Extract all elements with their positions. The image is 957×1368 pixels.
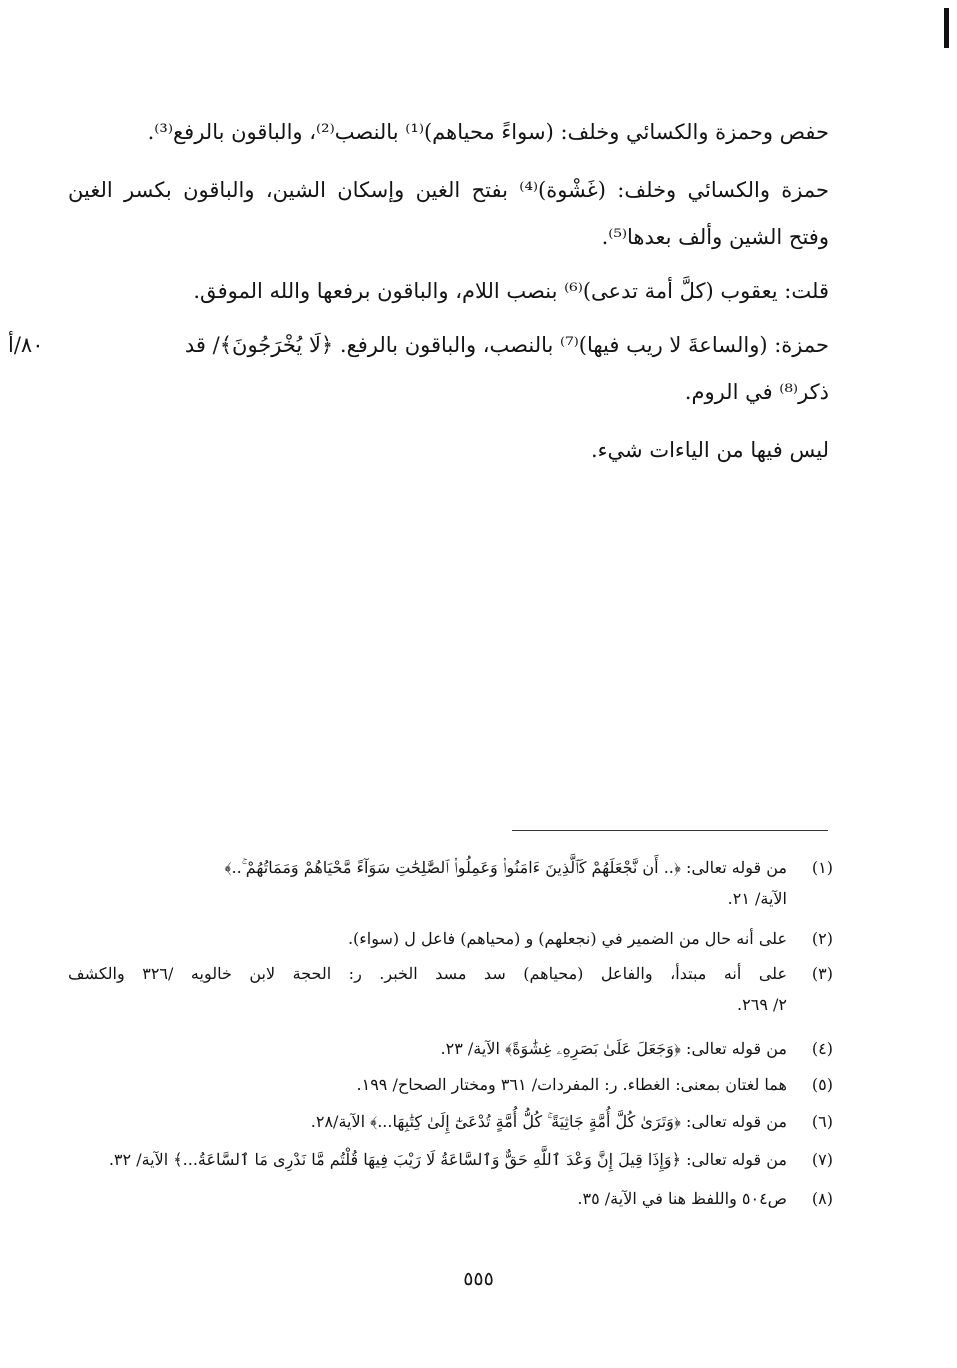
footnote-text: من قوله تعالى: ﴿وَإِذَا قِيلَ إِنَّ وَعْدَ ٱللَّهِ حَقٌّ وَٱلسَّاعَةُ لَا رَيْبَ فِيهَا قُلْتُم مَّا نَدْرِى مَا ٱلسَّاعَةُ...﴾ الآية/ ٣٢.: [108, 1150, 787, 1169]
scan-edge-mark: [944, 8, 949, 48]
text-line-3: وفتح الشين وألف بعدها⁽⁵⁾.: [601, 225, 829, 249]
footnote-3: [68, 962, 833, 986]
footnote-text: من قوله تعالى: ﴿وَتَرَىٰ كُلَّ أُمَّةٍ جَاثِيَةً ۚ كُلُّ أُمَّةٍ تُدْعَىٰٓ إِلَىٰ كِتَٰبِهَا...﴾ الآية/٢٨.: [310, 1112, 787, 1131]
footnote-number: (٦): [811, 1112, 833, 1131]
footnote-number: (٧): [811, 1150, 833, 1169]
page-number: ٥٥٥: [463, 1268, 494, 1290]
footnote-text: من قوله تعالى: ﴿وَجَعَلَ عَلَىٰ بَصَرِهِۦ غِشَٰوَةً﴾ الآية/ ٢٣.: [440, 1039, 787, 1058]
footnote-number: (٨): [811, 1189, 833, 1208]
footnote-divider: [512, 830, 828, 831]
footnote-1: [224, 856, 833, 880]
footnote-text: هما لغتان بمعنى: الغطاء. ر: المفردات/ ٣٦١ ومختار الصحاح/ ١٩٩.: [356, 1075, 787, 1094]
footnote-text: ص٥٠٤ واللفظ هنا في الآية/ ٣٥.: [577, 1189, 787, 1208]
text-line-5: [68, 330, 829, 360]
text-line-7: ليس فيها من الياءات شيء.: [591, 438, 829, 462]
margin-folio-marker: ٨٠/أ: [8, 333, 44, 357]
footnote-3-continuation: ٢/ ٢٦٩.: [737, 995, 787, 1014]
footnote-1-continuation: الآية/ ٢١.: [727, 889, 787, 908]
footnote-number: (٤): [811, 1039, 833, 1058]
text-line-2: حمزة والكسائي وخلف: (غَشْوة)⁽⁴⁾ بفتح الغين وإسكان الشين، والباقون بكسر الغين: [68, 178, 830, 202]
footnote-7: [109, 1148, 833, 1172]
footnote-4: [441, 1037, 833, 1061]
footnote-text: على أنه مبتدأ، والفاعل (محياهم) سد مسد الخبر. ر: الحجة لابن خالويه /٣٢٦ والكشف: [68, 964, 788, 983]
footnote-number: (٣): [811, 964, 834, 983]
footnote-number: (١): [811, 858, 833, 877]
footnote-6: [311, 1110, 833, 1134]
text-line-1: حفص وحمزة والكسائي وخلف: (سواءً محياهم)⁽¹⁾ بالنصب⁽²⁾، والباقون بالرفع⁽³⁾.: [147, 120, 829, 144]
text-line-5-content: حمزة: (والساعةَ لا ريب فيها)⁽⁷⁾ بالنصب، والباقون بالرفع. ﴿لَا يُخْرَجُونَ﴾/ قد: [184, 333, 829, 357]
text-line-6: ذكر⁽⁸⁾ في الروم.: [684, 380, 829, 404]
footnote-8: [577, 1187, 833, 1211]
footnote-number: (٢): [811, 929, 833, 948]
footnote-number: (٥): [811, 1075, 833, 1094]
text-line-4: قلت: يعقوب (كلَّ أمة تدعى)⁽⁶⁾ بنصب اللام، والباقون برفعها والله الموفق.: [193, 279, 829, 303]
footnote-text: من قوله تعالى: ﴿.. أَن نَّجْعَلَهُمْ كَٱلَّذِينَ ءَامَنُوا۟ وَعَمِلُوا۟ ٱلصَّٰلِحَٰتِ سَوَآءً مَّحْيَاهُمْ وَمَمَاتُهُمْ ۚ..﴾: [224, 858, 787, 877]
footnote-text: على أنه حال من الضمير في (نجعلهم) و (محياهم) فاعل ل (سواء).: [347, 929, 787, 948]
footnote-2: [348, 927, 833, 951]
footnote-5: [357, 1073, 833, 1097]
